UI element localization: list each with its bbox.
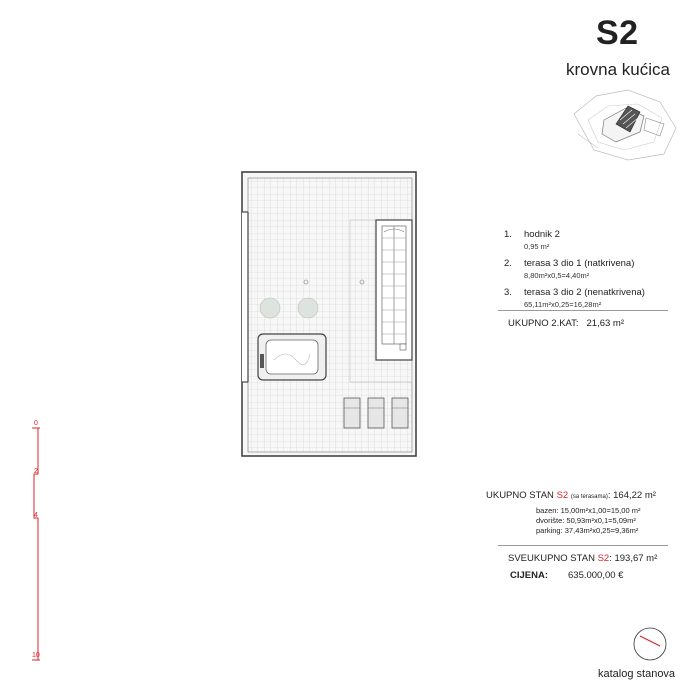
grand-total [508,553,657,564]
divider [498,310,668,311]
apartment-total [486,490,656,501]
extra-item: dvorište: 50,93m²x0,1=5,09m² [536,516,636,525]
scale-tick-label: 4 [34,512,38,519]
scale-tick-label: 2 [34,468,38,475]
extra-item: bazen: 15,00m²x1,00=15,00 m² [536,506,641,515]
room-area: 8,80m²x0,5=4,40m² [524,271,590,280]
floor-subtitle: krovna kućica [566,60,670,79]
room-name: hodnik 2 [524,229,560,240]
room-number: 2. [504,258,512,269]
price-label: CIJENA: [510,570,549,581]
scale-tick-label: 10 [32,652,40,659]
floor-total [508,318,624,329]
catalog-label: katalog stanova [598,668,676,680]
apartment-code: S2 [556,490,569,501]
room-item [504,287,674,309]
divider [498,545,668,546]
room-number: 1. [504,229,512,240]
room-item [504,258,674,280]
room-name: terasa 3 dio 1 (natkrivena) [524,258,635,269]
room-area: 65,11m²x0,25=16,28m² [524,300,602,309]
floor-plan-drawing [238,168,420,460]
extra-item: parking: 37,43m²x0,25=9,36m² [536,526,639,535]
room-area: 0,95 m² [524,242,550,251]
room-number: 3. [504,287,512,298]
apartment-total-value: : 164,22 m² [607,490,656,501]
price-value: 635.000,00 € [568,570,624,581]
floor-total-value: 21,63 m² [586,318,624,329]
scale-bar [28,424,48,664]
room-list [504,229,674,316]
room-item [504,229,674,251]
floor-total-label: UKUPNO 2.KAT: [508,318,579,329]
apartment-code: S2 [597,553,610,564]
scale-tick-label: 0 [34,420,38,427]
grand-total-label: SVEUKUPNO STAN [508,553,595,564]
north-arrow-icon [632,626,668,662]
site-keyplan-icon [568,84,680,164]
apartment-total-note: (sa terasama) [570,494,608,500]
apartment-title: S2 [596,14,639,52]
extras-list [536,506,640,536]
room-name: terasa 3 dio 2 (nenatkrivena) [524,287,645,298]
apartment-total-label: UKUPNO STAN [486,490,554,501]
grand-total-value: : 193,67 m² [609,553,658,564]
